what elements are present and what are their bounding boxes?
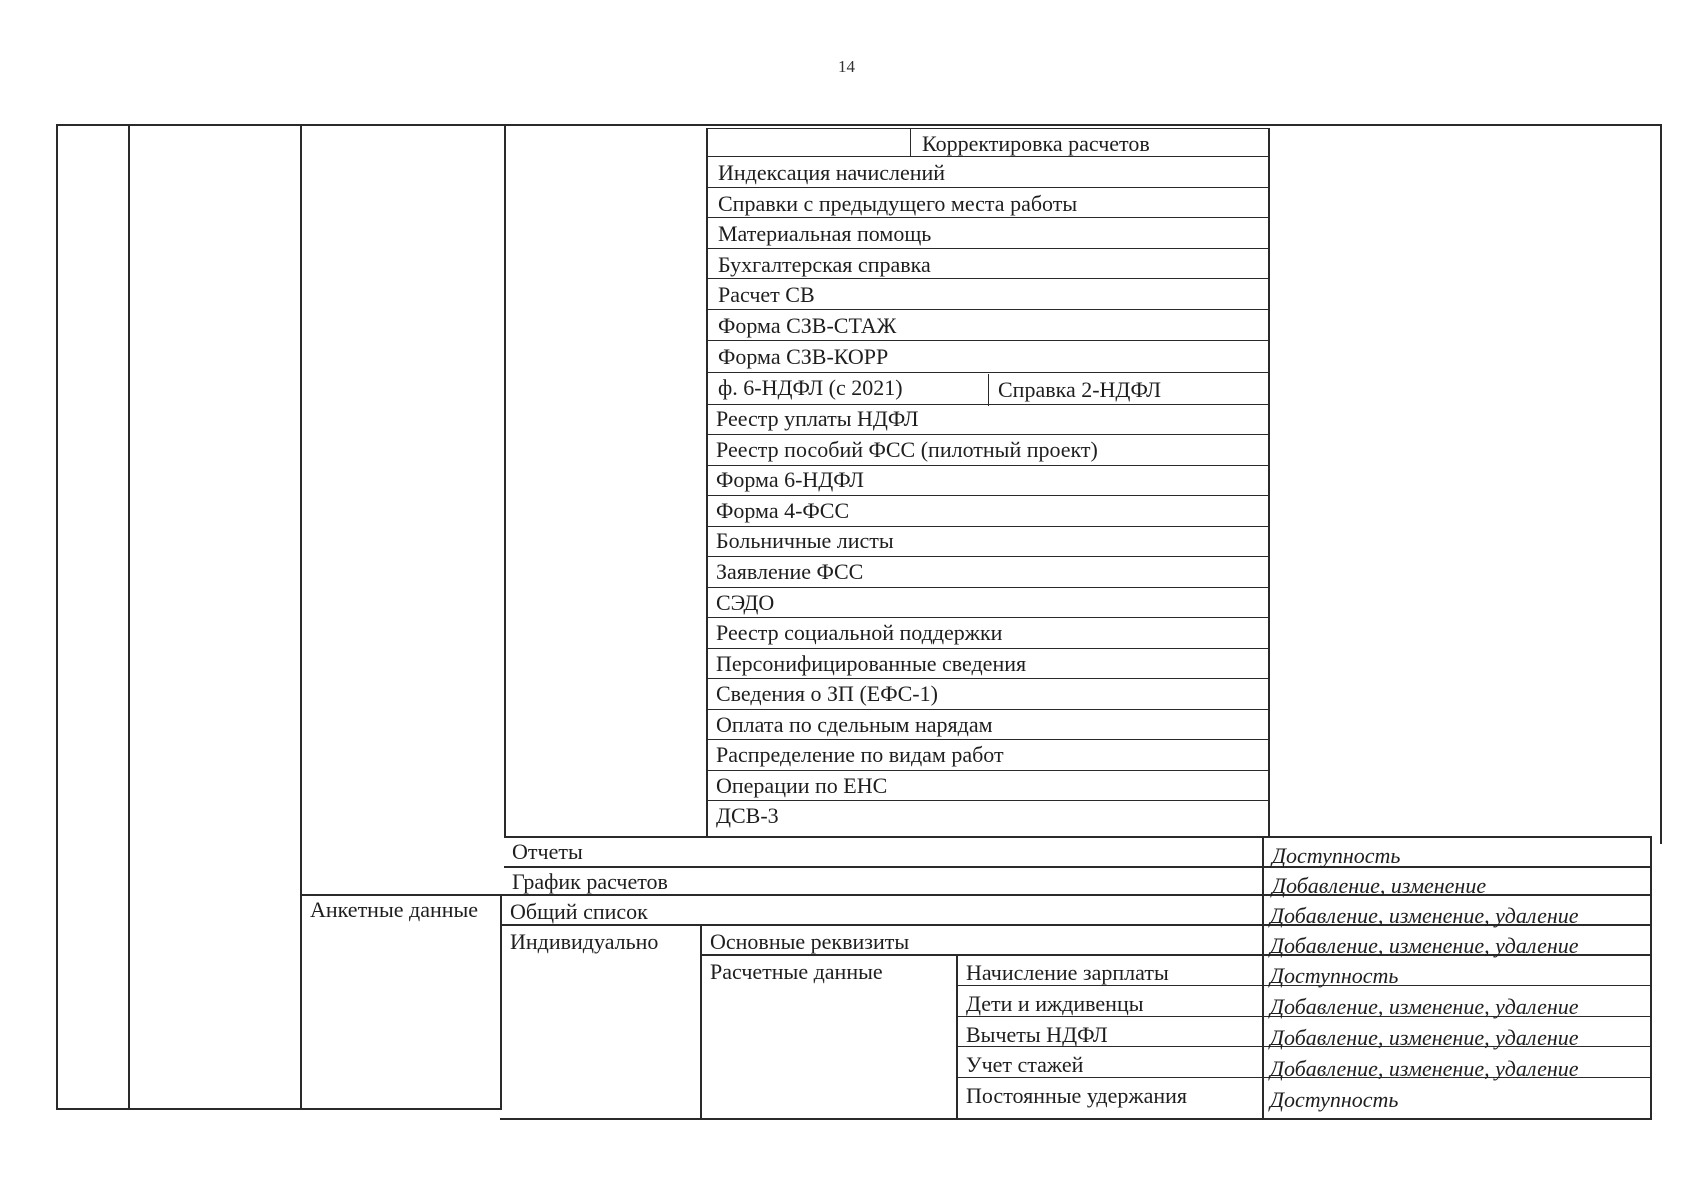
split-row-right: Справка 2-НДФЛ bbox=[998, 377, 1162, 402]
list-row-separator bbox=[706, 800, 1268, 801]
list-item: Справки с предыдущего места работы bbox=[718, 191, 1078, 216]
list-row-separator bbox=[706, 648, 1268, 649]
list-item: СЭДО bbox=[716, 590, 775, 615]
list-item: Оплата по сдельным нарядам bbox=[716, 712, 993, 737]
column-divider-2 bbox=[300, 124, 302, 1110]
list-item: ДСВ-3 bbox=[716, 803, 779, 828]
list-item: Форма СЗВ-СТАЖ bbox=[718, 313, 897, 338]
general-list-label: Общий список bbox=[510, 899, 648, 924]
column-divider-1 bbox=[128, 124, 130, 1110]
list-row-separator bbox=[706, 678, 1268, 679]
table-bottom-border bbox=[56, 1108, 501, 1110]
list-item: Больничные листы bbox=[716, 528, 894, 553]
list-row-separator bbox=[706, 587, 1268, 588]
list-row-separator bbox=[706, 617, 1268, 618]
calc-row-permission: Доступность bbox=[1270, 963, 1399, 988]
list-row-separator bbox=[706, 128, 1268, 129]
list-item: Реестр уплаты НДФЛ bbox=[716, 406, 919, 431]
list-row-separator bbox=[706, 217, 1268, 218]
lower-right-border bbox=[1650, 836, 1652, 1120]
individual-label: Индивидуально bbox=[510, 929, 659, 954]
list-row-separator bbox=[706, 526, 1268, 527]
split-row-divider bbox=[988, 374, 989, 406]
schedule-label: График расчетов bbox=[512, 869, 668, 894]
list-item: Расчет СВ bbox=[718, 282, 815, 307]
list-item: Индексация начислений bbox=[718, 160, 946, 185]
table-left-border bbox=[56, 124, 58, 1110]
list-item: Заявление ФСС bbox=[716, 559, 864, 584]
table-right-border bbox=[1660, 124, 1662, 844]
reports-permission: Доступность bbox=[1272, 843, 1401, 868]
correction-cell-divider bbox=[910, 128, 911, 156]
calc-row-label: Учет стажей bbox=[966, 1052, 1084, 1077]
correction-row: Корректировка расчетов bbox=[922, 131, 1150, 156]
list-item: Форма 6-НДФЛ bbox=[716, 467, 864, 492]
list-row-separator bbox=[706, 340, 1268, 341]
list-item: Материальная помощь bbox=[718, 221, 932, 246]
row-line-schedule-top bbox=[504, 866, 1652, 868]
list-row-separator bbox=[706, 556, 1268, 557]
list-item: Реестр пособий ФСС (пилотный проект) bbox=[716, 437, 1098, 462]
individual-divider bbox=[700, 924, 702, 1120]
list-item: Сведения о ЗП (ЕФС-1) bbox=[716, 681, 938, 706]
list-item: Форма СЗВ-КОРР bbox=[718, 344, 889, 369]
list-row-separator bbox=[706, 404, 1268, 405]
list-item: Форма 4-ФСС bbox=[716, 498, 850, 523]
list-left-border bbox=[706, 128, 708, 836]
column-divider-3 bbox=[504, 124, 506, 836]
list-row-separator bbox=[706, 465, 1268, 466]
split-row-left: ф. 6-НДФЛ (с 2021) bbox=[718, 375, 903, 400]
basic-details-permission: Добавление, изменение, удаление bbox=[1270, 933, 1579, 958]
profile-label: Анкетные данные bbox=[310, 897, 479, 922]
calc-divider bbox=[956, 954, 958, 1120]
list-row-separator bbox=[706, 187, 1268, 188]
calc-row-label: Дети и иждивенцы bbox=[966, 991, 1144, 1016]
calc-row-label: Вычеты НДФЛ bbox=[966, 1022, 1108, 1047]
row-line-bottom-right bbox=[500, 1118, 1650, 1120]
list-item: Распределение по видам работ bbox=[716, 742, 1004, 767]
calc-row-permission: Добавление, изменение, удаление bbox=[1270, 1056, 1579, 1081]
calc-row-permission: Добавление, изменение, удаление bbox=[1270, 1025, 1579, 1050]
list-row-separator bbox=[706, 372, 1268, 373]
row-line-reports-top bbox=[504, 836, 1652, 838]
calc-row-permission: Добавление, изменение, удаление bbox=[1270, 994, 1579, 1019]
calc-row-label: Начисление зарплаты bbox=[966, 960, 1169, 985]
calc-row-label: Постоянные удержания bbox=[966, 1083, 1188, 1108]
list-row-separator bbox=[706, 248, 1268, 249]
calc-row-permission: Доступность bbox=[1270, 1087, 1399, 1112]
list-item: Бухгалтерская справка bbox=[718, 252, 931, 277]
list-row-separator bbox=[706, 278, 1268, 279]
column-divider-3-lower bbox=[500, 894, 502, 1110]
list-item: Реестр социальной поддержки bbox=[716, 620, 1003, 645]
list-row-separator bbox=[706, 309, 1268, 310]
list-row-separator bbox=[706, 770, 1268, 771]
schedule-permission: Добавление, изменение bbox=[1272, 873, 1487, 898]
list-item: Операции по ЕНС bbox=[716, 773, 888, 798]
calc-data-label: Расчетные данные bbox=[710, 959, 883, 984]
list-row-separator bbox=[706, 709, 1268, 710]
reports-label: Отчеты bbox=[512, 839, 583, 864]
page-number: 14 bbox=[838, 57, 855, 76]
list-item: Персонифицированные сведения bbox=[716, 651, 1027, 676]
list-row-separator bbox=[706, 495, 1268, 496]
general-list-permission: Добавление, изменение, удаление bbox=[1270, 903, 1579, 928]
list-row-separator bbox=[706, 739, 1268, 740]
permission-column-divider bbox=[1262, 836, 1264, 1120]
list-right-border bbox=[1268, 128, 1270, 836]
basic-details-label: Основные реквизиты bbox=[710, 929, 910, 954]
list-row-separator bbox=[706, 434, 1268, 435]
table-top-border bbox=[58, 124, 1662, 126]
